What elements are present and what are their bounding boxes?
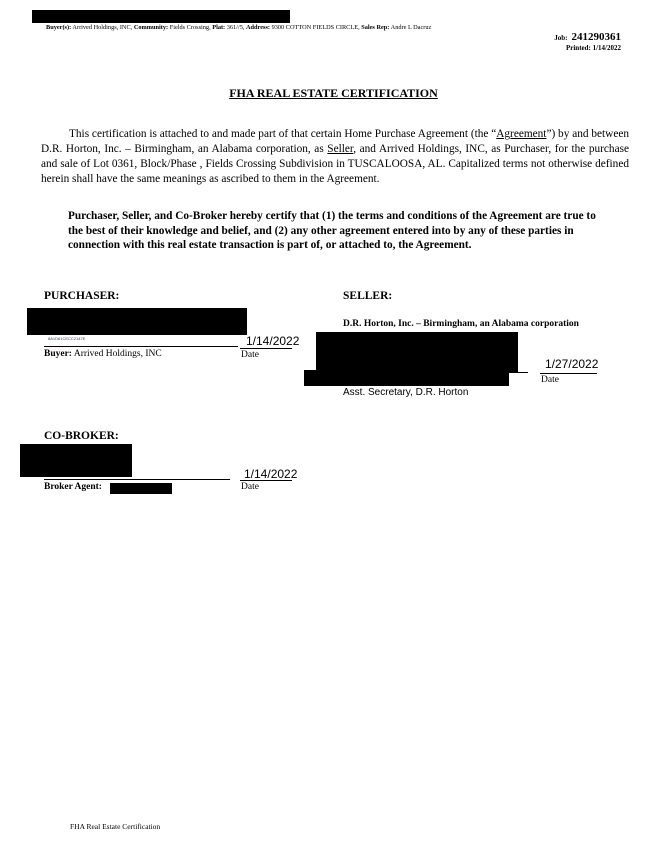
sales-rep-label: Sales Rep: bbox=[361, 24, 390, 31]
sales-rep-value: Andre L Dacruz bbox=[390, 24, 432, 31]
intro-paragraph bbox=[41, 127, 629, 187]
redaction-box bbox=[20, 444, 132, 477]
signature-id: 8A1D61CECC2147E bbox=[48, 336, 86, 341]
buyer-label: Buyer(s): bbox=[46, 24, 72, 31]
header-info-line bbox=[46, 24, 431, 31]
cobroker-signature-line bbox=[44, 479, 230, 480]
agreement-term: Agreement bbox=[496, 128, 547, 140]
footer-text: FHA Real Estate Certification bbox=[70, 822, 161, 831]
paragraph-part1: This certification is attached to and made part of that certain Home Purchase Agreement (the “ bbox=[69, 128, 497, 140]
redaction-box bbox=[27, 308, 247, 335]
address-value: 9300 COTTON FIELDS CIRCLE, bbox=[271, 24, 360, 31]
purchaser-date-label: Date bbox=[241, 350, 259, 360]
seller-term: Seller bbox=[327, 143, 354, 155]
paragraph-part3: , and Arrived Holdings, INC, as Purchaser, for the purchase and sale of Lot 0361, Block/Phase , Fields Crossing Subdivision in TUSCALOOSA, AL. Capitalized terms not otherwise defined herein shall have the same meanings as ascribed to them in the Agreement. bbox=[41, 143, 629, 185]
seller-date-value: 1/27/2022 bbox=[545, 357, 599, 371]
paragraph-part2: ”) by and between D.R. Horton, Inc. – Birmingham, an Alabama corporation, as bbox=[41, 128, 629, 155]
seller-label: SELLER: bbox=[343, 290, 393, 302]
job-label: Job: bbox=[554, 34, 568, 42]
redaction-box bbox=[32, 10, 290, 23]
printed-label: Printed: bbox=[565, 43, 591, 52]
seller-date-label: Date bbox=[541, 375, 559, 385]
job-info bbox=[554, 27, 621, 52]
address-label: Address: bbox=[246, 24, 271, 31]
cobroker-label: CO-BROKER: bbox=[44, 430, 119, 442]
seller-company: D.R. Horton, Inc. – Birmingham, an Alabama corporation bbox=[343, 319, 579, 329]
purchaser-date-value: 1/14/2022 bbox=[246, 334, 300, 348]
job-number: 241290361 bbox=[571, 31, 621, 43]
buyer-value: Arrived Holdings, INC, bbox=[72, 24, 133, 31]
purchaser-label: PURCHASER: bbox=[44, 290, 120, 302]
certification-statement: Purchaser, Seller, and Co-Broker hereby certify that (1) the terms and conditions of the Agreement are true to the best of their knowledge and belief, and (2) any other agreement entered into by any of these parties in connection with this real estate transaction is part of, or attached to, the Agreement. bbox=[68, 210, 596, 251]
document-title: FHA REAL ESTATE CERTIFICATION bbox=[229, 86, 438, 100]
redaction-box bbox=[110, 483, 172, 494]
cobroker-date-value: 1/14/2022 bbox=[244, 467, 298, 481]
purchaser-signature-line bbox=[44, 346, 238, 347]
community-label: Community: bbox=[133, 24, 169, 31]
seller-signature-line bbox=[343, 372, 528, 373]
community-value: Fields Crossing, bbox=[169, 24, 211, 31]
plat-value: 361//5, bbox=[226, 24, 245, 31]
buyer-field-label: Buyer: bbox=[44, 349, 72, 359]
purchaser-buyer bbox=[44, 349, 162, 359]
redaction-box bbox=[316, 332, 518, 372]
seller-date-line bbox=[540, 373, 597, 374]
buyer-field-value: Arrived Holdings, INC bbox=[73, 349, 162, 359]
cobroker-date-line bbox=[240, 480, 292, 481]
seller-title: Asst. Secretary, D.R. Horton bbox=[343, 387, 469, 398]
purchaser-date-line bbox=[240, 348, 292, 349]
cobroker-date-label: Date bbox=[241, 482, 259, 492]
plat-label: Plat: bbox=[212, 24, 226, 31]
broker-agent-label: Broker Agent: bbox=[44, 482, 102, 492]
printed-date: 1/14/2022 bbox=[592, 43, 621, 52]
